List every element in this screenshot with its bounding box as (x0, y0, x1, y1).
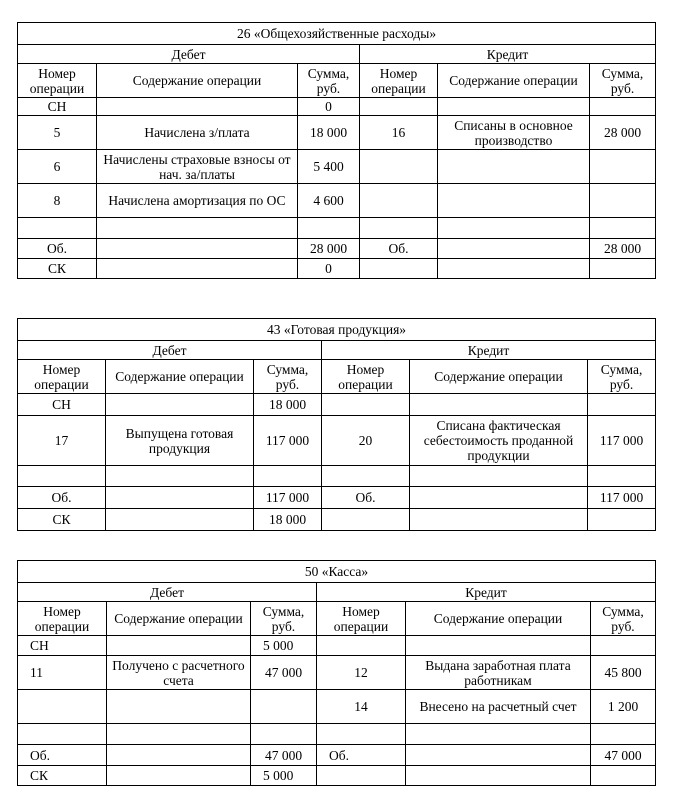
debit-op-number: СН (18, 98, 97, 116)
debit-sum (251, 690, 317, 724)
credit-content (410, 466, 588, 487)
table-row (18, 259, 656, 279)
credit-sum (590, 259, 656, 279)
credit-op-number: Об. (360, 239, 438, 259)
credit-op-number (360, 150, 438, 184)
table-row (18, 745, 656, 766)
table-row (18, 509, 656, 531)
col-op-number: Номер операции (360, 64, 438, 98)
col-sum: Сумма, руб. (590, 64, 656, 98)
credit-content (406, 766, 591, 786)
col-sum: Сумма, руб. (254, 360, 322, 394)
table-row (18, 766, 656, 786)
debit-header: Дебет (18, 583, 317, 602)
credit-sum (590, 150, 656, 184)
debit-op-number: СК (18, 509, 106, 531)
credit-sum: 28 000 (590, 116, 656, 150)
credit-sum (591, 724, 656, 745)
col-op-number: Номер операции (18, 360, 106, 394)
credit-op-number (360, 184, 438, 218)
credit-op-number (360, 218, 438, 239)
credit-content (438, 98, 590, 116)
debit-op-number (18, 724, 107, 745)
debit-content (106, 466, 254, 487)
credit-sum (590, 218, 656, 239)
col-op-number: Номер операции (322, 360, 410, 394)
debit-content (107, 724, 251, 745)
debit-content: Начислена амортизация по ОС (97, 184, 298, 218)
debit-op-number: СН (18, 394, 106, 416)
col-content: Содержание операции (410, 360, 588, 394)
credit-op-number: Об. (317, 745, 406, 766)
credit-op-number: 12 (317, 656, 406, 690)
account-title: 50 «Касса» (18, 561, 656, 583)
credit-sum (590, 184, 656, 218)
debit-content (107, 745, 251, 766)
credit-content (438, 239, 590, 259)
credit-content: Внесено на расчетный счет (406, 690, 591, 724)
credit-content (410, 394, 588, 416)
credit-header: Кредит (317, 583, 656, 602)
debit-sum: 117 000 (254, 416, 322, 466)
credit-op-number (322, 466, 410, 487)
debit-sum: 0 (298, 259, 360, 279)
credit-op-number: 16 (360, 116, 438, 150)
account-26-table (17, 22, 656, 279)
table-row (18, 690, 656, 724)
col-sum: Сумма, руб. (591, 602, 656, 636)
debit-content (97, 218, 298, 239)
col-op-number: Номер операции (18, 64, 97, 98)
credit-op-number (317, 766, 406, 786)
credit-content (438, 184, 590, 218)
debit-sum (251, 724, 317, 745)
account-43-table (17, 318, 656, 531)
debit-content (106, 487, 254, 509)
debit-content: Начислена з/плата (97, 116, 298, 150)
credit-content: Выдана заработная плата работникам (406, 656, 591, 690)
debit-op-number (18, 690, 107, 724)
credit-header: Кредит (360, 45, 656, 64)
debit-content (107, 690, 251, 724)
debit-sum: 5 000 (251, 636, 317, 656)
col-sum: Сумма, руб. (588, 360, 656, 394)
credit-op-number: 20 (322, 416, 410, 466)
debit-sum: 47 000 (251, 656, 317, 690)
debit-sum: 0 (298, 98, 360, 116)
debit-content (97, 98, 298, 116)
debit-op-number: 5 (18, 116, 97, 150)
credit-sum (588, 509, 656, 531)
table-row (18, 184, 656, 218)
col-op-number: Номер операции (18, 602, 107, 636)
credit-op-number: Об. (322, 487, 410, 509)
credit-content (410, 509, 588, 531)
debit-op-number: Об. (18, 239, 97, 259)
debit-content: Начислены страховые взносы от нач. за/платы (97, 150, 298, 184)
table-row (18, 487, 656, 509)
debit-sum (254, 466, 322, 487)
debit-op-number: 11 (18, 656, 107, 690)
debit-sum: 5 000 (251, 766, 317, 786)
debit-sum (298, 218, 360, 239)
table-row (18, 394, 656, 416)
debit-sum: 47 000 (251, 745, 317, 766)
debit-sum: 18 000 (254, 394, 322, 416)
credit-sum: 117 000 (588, 416, 656, 466)
debit-op-number: 17 (18, 416, 106, 466)
table-row (18, 656, 656, 690)
table-row (18, 218, 656, 239)
credit-op-number (317, 724, 406, 745)
credit-content (406, 745, 591, 766)
credit-content (406, 724, 591, 745)
table-row (18, 724, 656, 745)
debit-content (97, 259, 298, 279)
credit-content: Списана фактическая себестоимость проданной продукции (410, 416, 588, 466)
debit-header: Дебет (18, 341, 322, 360)
col-sum: Сумма, руб. (298, 64, 360, 98)
account-title: 43 «Готовая продукция» (18, 319, 656, 341)
account-title: 26 «Общехозяйственные расходы» (18, 23, 656, 45)
credit-sum (588, 466, 656, 487)
debit-content: Выпущена готовая продукция (106, 416, 254, 466)
col-op-number: Номер операции (317, 602, 406, 636)
credit-content (410, 487, 588, 509)
col-content: Содержание операции (107, 602, 251, 636)
col-content: Содержание операции (106, 360, 254, 394)
debit-sum: 117 000 (254, 487, 322, 509)
debit-op-number: 6 (18, 150, 97, 184)
credit-op-number (322, 394, 410, 416)
credit-sum: 117 000 (588, 487, 656, 509)
credit-sum: 45 800 (591, 656, 656, 690)
debit-sum: 18 000 (254, 509, 322, 531)
credit-header: Кредит (322, 341, 656, 360)
table-row (18, 150, 656, 184)
credit-content (406, 636, 591, 656)
debit-sum: 28 000 (298, 239, 360, 259)
credit-sum (588, 394, 656, 416)
debit-content (97, 239, 298, 259)
debit-op-number: 8 (18, 184, 97, 218)
credit-content: Списаны в основное производство (438, 116, 590, 150)
credit-op-number (360, 259, 438, 279)
col-content: Содержание операции (97, 64, 298, 98)
debit-op-number: Об. (18, 745, 107, 766)
debit-sum: 18 000 (298, 116, 360, 150)
credit-sum: 28 000 (590, 239, 656, 259)
account-50-table (17, 560, 656, 786)
table-row (18, 116, 656, 150)
table-row (18, 466, 656, 487)
credit-sum (590, 98, 656, 116)
credit-sum (591, 766, 656, 786)
credit-op-number (317, 636, 406, 656)
credit-content (438, 218, 590, 239)
col-content: Содержание операции (406, 602, 591, 636)
credit-sum (591, 636, 656, 656)
debit-content (106, 509, 254, 531)
debit-sum: 4 600 (298, 184, 360, 218)
table-row (18, 98, 656, 116)
debit-op-number: Об. (18, 487, 106, 509)
debit-content: Получено с расчетного счета (107, 656, 251, 690)
debit-content (107, 766, 251, 786)
credit-op-number (360, 98, 438, 116)
credit-content (438, 259, 590, 279)
col-content: Содержание операции (438, 64, 590, 98)
debit-op-number (18, 466, 106, 487)
debit-header: Дебет (18, 45, 360, 64)
col-sum: Сумма, руб. (251, 602, 317, 636)
credit-sum: 47 000 (591, 745, 656, 766)
credit-content (438, 150, 590, 184)
debit-op-number: СК (18, 766, 107, 786)
credit-op-number: 14 (317, 690, 406, 724)
credit-sum: 1 200 (591, 690, 656, 724)
table-row (18, 239, 656, 259)
table-row (18, 416, 656, 466)
credit-op-number (322, 509, 410, 531)
debit-sum: 5 400 (298, 150, 360, 184)
table-row (18, 636, 656, 656)
debit-op-number (18, 218, 97, 239)
debit-op-number: СН (18, 636, 107, 656)
debit-op-number: СК (18, 259, 97, 279)
debit-content (107, 636, 251, 656)
debit-content (106, 394, 254, 416)
